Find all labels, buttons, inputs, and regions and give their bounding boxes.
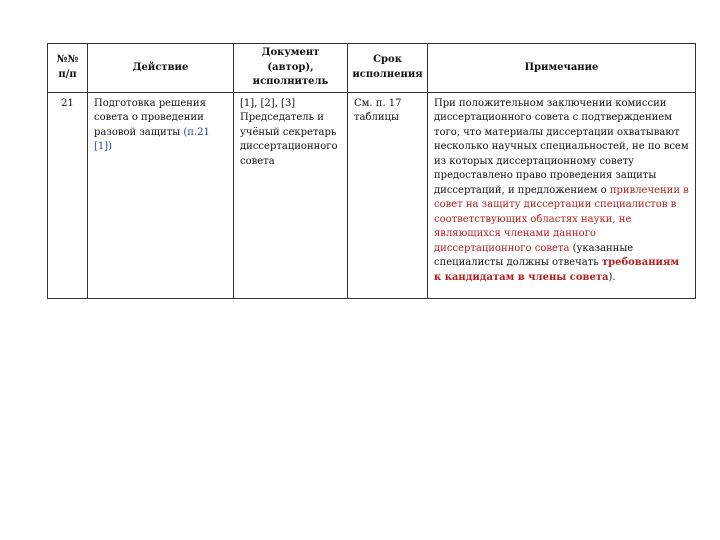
cell-note [428,92,696,298]
procedure-table [47,43,696,299]
header-term: Срок исполнения [348,44,428,93]
header-num: №№ п/п [48,44,88,93]
action-reference-link[interactable]: (п.21 [1]) [94,126,210,152]
header-note: Примечание [428,44,696,93]
note-text-2: (указанные специалисты должны отвечать [434,242,634,268]
header-document: Документ (автор), исполнитель [234,44,348,93]
cell-num: 21 [48,92,88,298]
note-text-1: При положительном заключении комиссии диссертационного совета с подтверждением того, что материалы диссертации охватывают несколько научных специальностей, не по всем из которых диссертационному совету предоставлено право проведения защиты диссертаций, и предложением о [434,97,689,196]
note-text-end: ). [608,271,616,283]
table-row [48,92,696,298]
action-text: Подготовка решения совета о проведении разовой защиты [94,97,206,138]
table-header-row [48,44,696,93]
cell-document: [1], [2], [3] Председатель и учёный секретарь диссертационного совета [234,92,348,298]
cell-action [88,92,234,298]
note-highlight: привлечении в совет на защиту диссертации специалистов в соответствующих областях науки, не являющихся членами данного диссертационного совета [434,184,689,254]
header-action: Действие [88,44,234,93]
cell-term: См. п. 17 таблицы [348,92,428,298]
procedure-table-container [47,43,695,299]
note-requirements-link[interactable]: требованиям к кандидатам в члены совета [434,257,680,283]
